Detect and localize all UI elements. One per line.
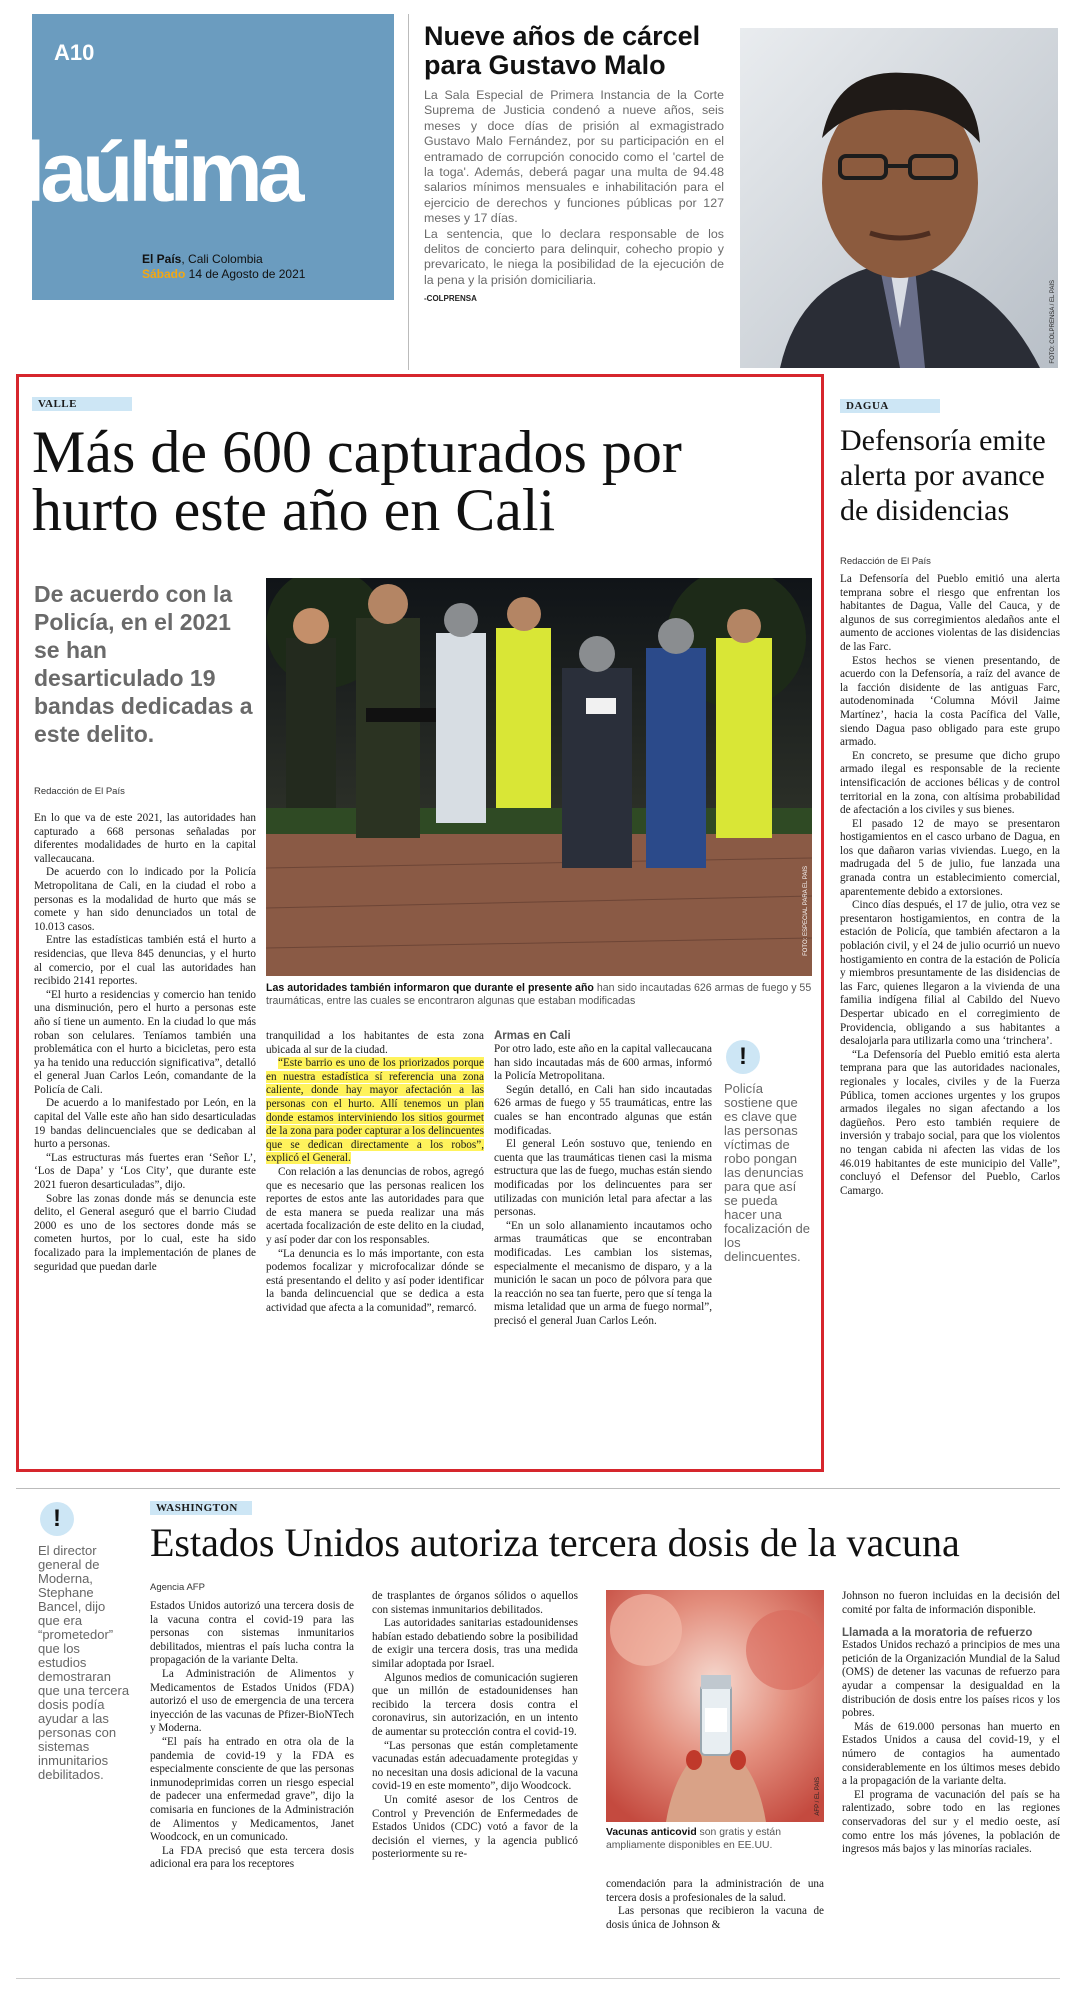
bottom-story-column-3 bbox=[606, 1878, 824, 1932]
bottom-story-callout: El director general de Moderna, Stephane Bancel, dijo que era “prometedor” que los estudios demostraran que una tercera dosis podía ayudar a las personas con sistemas inmunitarios debilitados. bbox=[38, 1543, 130, 1782]
body-paragraph: tranquilidad a los habitantes de esta zona ubicada al sur de la ciudad. bbox=[266, 1030, 484, 1056]
paper-name: El País bbox=[142, 252, 182, 266]
highlighted-quote bbox=[266, 1057, 484, 1166]
body-paragraph: De acuerdo con lo indicado por la Policía Metropolitana de Cali, en la ciudad el robo a personas es la modalidad de hurto que más se comete y han sido denunciados un total de 10.013 casos. bbox=[34, 866, 256, 933]
top-story-text bbox=[424, 88, 724, 288]
body-paragraph: La Administración de Alimentos y Medicamentos de Estados Unidos (FDA) autorizó el uso de emergencia de una tercera inyección de las vacunas de Pfizer-BioNTech y Moderna. bbox=[150, 1667, 354, 1735]
bottom-divider bbox=[16, 1488, 1060, 1489]
top-story bbox=[424, 22, 724, 303]
main-story-photo bbox=[266, 578, 812, 976]
bottom-story-caption bbox=[606, 1826, 824, 1852]
caption-bold: Vacunas anticovid bbox=[606, 1827, 697, 1838]
side-story-tag: DAGUA bbox=[840, 399, 940, 413]
body-paragraph: Con relación a las denuncias de robos, agregó que es necesario que las personas realicen los reportes de estos ante las autoridades para que de esta manera se pueda realizar una más acertada focalización de este delito en la ciudad, y así poder dar con los responsables. bbox=[266, 1165, 484, 1246]
body-paragraph: Cinco días después, el 17 de julio, otra vez se presentaron hostigamientos, en contra de la estación de Policía, que también afectaron a la población civil, y el 24 de julio ocurrió un nuevo hostigamiento en contra de la estación de Policía y miembros presuntamente de las disidencias de las Farc, quienes llegaron a la vivienda de una familia indígena filial al Cabildo del Nuevo Despertar ubicado en el corregimiento de Providencia, obligando a sus habitantes a desalojarla para utilizarla como una ‘trinchera’. bbox=[840, 899, 1060, 1048]
bottom-story-byline: Agencia AFP bbox=[150, 1582, 205, 1593]
main-story-deck: De acuerdo con la Policía, en el 2021 se han desarticulado 19 bandas dedicadas a este delito. bbox=[34, 581, 253, 747]
column-subhead: Llamada a la moratoria de refuerzo bbox=[842, 1627, 1033, 1640]
bottom-story-tag: WASHINGTON bbox=[150, 1501, 252, 1515]
main-story-headline: Más de 600 capturados por hurto este año en Cali bbox=[32, 419, 682, 543]
body-paragraph: La FDA precisó que esta tercera dosis adicional era para los receptores bbox=[150, 1844, 354, 1871]
body-paragraph: “La denuncia es lo más importante, con esta podemos focalizar y microfocalizar dónde se está presentando el delito y así poder identificar la banda delincuencial que se dedica a esta actividad que afecta a la comunidad”, remarcó. bbox=[266, 1247, 484, 1314]
main-story-caption bbox=[266, 982, 812, 1008]
body-paragraph: El programa de vacunación del país se ha ralentizado, sobre todo en las regiones conservadoras del sur y el medio oeste, así como entre los más jóvenes, la población de ingresos más bajos y las minorías raciales. bbox=[842, 1788, 1060, 1856]
body-paragraph: “Las personas que están completamente vacunadas están adecuadamente protegidas y no necesitan una dosis adicional de la vacuna covid-19 en este momento”, dijo Woodcock. bbox=[372, 1739, 578, 1793]
body-paragraph: comendación para la administración de una tercera dosis a profesionales de la salud. bbox=[606, 1878, 824, 1904]
caption-bold: Las autoridades también informaron que durante el presente año bbox=[266, 982, 594, 994]
caption-text: son gratis y están ampliamente disponibles en EE.UU. bbox=[606, 1827, 781, 1851]
column-subhead: Armas en Cali bbox=[494, 1030, 571, 1042]
bottom-story-header bbox=[150, 1496, 1060, 1565]
portrait-image bbox=[740, 28, 1058, 368]
main-story-tag: VALLE bbox=[32, 397, 132, 411]
arrest-scene-image bbox=[266, 578, 812, 976]
bottom-story-column-4 bbox=[842, 1590, 1060, 1857]
weekday: Sábado bbox=[142, 267, 186, 281]
body-paragraph: Estados Unidos autorizó una tercera dosis de la vacuna contra el covid-19 para las personas con sistemas inmunitarios debilitados, mientras el país lucha contra la propagación de la variante Delta. bbox=[150, 1600, 354, 1667]
body-paragraph: La Defensoría del Pueblo emitió una alerta temprana sobre el riesgo que enfrentan los habitantes de Dagua, Valle del Cauca, y de algunos de sus corregimientos aledaños ante el aumento de acciones violentas de las disidencias de las Farc. bbox=[840, 573, 1060, 653]
bottom-story-photo-credit: AFP / EL PAÍS bbox=[815, 1777, 821, 1816]
body-paragraph: de trasplantes de órganos sólidos o aquellos con sistemas inmunitarios debilitados. bbox=[372, 1590, 578, 1616]
main-story-column-3 bbox=[494, 1030, 712, 1328]
body-paragraph: “En un solo allanamiento incautamos ocho armas traumáticas que se encontraban modificadas. Les cambian los sistemas, especialmente el mecanismo de disparo, y a la munición le sacan un poco de pólvora para que la reacción no sea tan fuerte, pero que sí tenga la misma letalidad que un arma de fuego normal”, precisó el general Juan Carlos León. bbox=[494, 1219, 712, 1327]
main-story-column-1 bbox=[34, 812, 256, 1274]
body-paragraph: Las autoridades sanitarias estadounidenses habían estado debatiendo sobre la posibilidad de exigir una tercera dosis, tras una medida similar adoptada por Israel. bbox=[372, 1617, 578, 1670]
top-story-divider bbox=[408, 14, 409, 370]
dateline bbox=[142, 252, 382, 282]
body-paragraph: “Las estructuras más fuertes eran ‘Señor L’, ‘Los de Dapa’ y ‘Los City’, que durante este 2021 fueron desarticuladas”, dijo. bbox=[34, 1151, 256, 1192]
vaccine-vial-image bbox=[606, 1590, 824, 1822]
top-story-title: Nueve años de cárcel para Gustavo Malo bbox=[424, 21, 701, 80]
top-story-source: -COLPRENSA bbox=[424, 294, 477, 304]
section-header-panel bbox=[22, 14, 394, 300]
body-paragraph: “El país ha entrado en otra ola de la pandemia de covid-19 y la FDA es especialmente consciente de que las personas inmunodeprimidas corren un riesgo especial de padecer una enfermedad grave”, dijo la comisaria en funciones de la Administración de Alimentos y Medicamentos, Janet Woodcock, en un comunicado. bbox=[150, 1735, 354, 1844]
body-paragraph: “La Defensoría del Pueblo emitió esta alerta temprana para que las autoridades nacionales, regionales y locales, civiles y de la Fuerza Pública, tomen acciones urgentes y los grupos armados ilegales no sigan afectando a los dagüeños. Pero esto también requiere de inversión y trabajo social, para que los violentos no tengan cabida ni afecten las vidas de los 46.019 habitantes de este municipio del Valle”, concluyó el Defensor del Pueblo, Carlos Camargo. bbox=[840, 1048, 1060, 1197]
bottom-story-photo bbox=[606, 1590, 824, 1822]
body-paragraph: Un comité asesor de los Centros de Control y Prevención de Enfermedades de Estados Unidos (CDC) votó a favor de la decisión el viernes, y la agencia publicó posteriormente su re- bbox=[372, 1793, 578, 1861]
date: 14 de Agosto de 2021 bbox=[185, 267, 306, 281]
exclamation-icon: ! bbox=[40, 1502, 74, 1536]
exclamation-icon: ! bbox=[726, 1040, 760, 1074]
main-story-byline: Redacción de El País bbox=[34, 786, 125, 797]
body-paragraph: De acuerdo a lo manifestado por León, en la capital del Valle este año han sido desarticuladas 19 bandas delincuenciales que se dedicaban al hurto a personas. bbox=[34, 1097, 256, 1151]
bottom-story-column-1 bbox=[150, 1600, 354, 1872]
body-paragraph: Sobre las zonas donde más se denuncia este delito, el General aseguró que el barrio Ciudad 2000 es uno de los sectores donde más se cometen hurtos, por lo cual, este ha sido focalizado para la implementación de planes de seguridad que puedan darle bbox=[34, 1192, 256, 1273]
top-story-photo-credit: FOTO: COLPRENSA / EL PAÍS bbox=[1050, 280, 1056, 364]
body-paragraph: “El hurto a residencias y comercio han tenido una disminución, pero el hurto a personas este año sí tiene un aumento. En la ciudad lo que más roban son celulares. Teníamos también una problemática con el hurto a bicicletas, pero esta ya ha tenido una reducción significativa”, detalló el general Juan Carlos León, comandante de la Policía de Cali. bbox=[34, 988, 256, 1096]
body-paragraph: Las personas que recibieron la vacuna de dosis única de Johnson & bbox=[606, 1905, 824, 1931]
city: , Cali Colombia bbox=[181, 252, 263, 266]
body-paragraph: En concreto, se presume que dicho grupo armado ilegal es responsable de la reciente intensificación de acciones bélicas y de control territorial en la zona, con altísima probabilidad de afectación a los civiles y sus bienes. bbox=[840, 749, 1060, 817]
quote-highlight: “Este barrio es uno de los priorizados porque en nuestra estadística sí referencia una zona caliente, donde hay mayor afectación a las personas con el hurto. Allí tenemos un plan donde estamos interviniendo los sitios gourmet de la zona para poder capturar a los delincuentes que se dedican directamente a los robos”, explicó el General. bbox=[266, 1057, 484, 1165]
body-paragraph: Por otro lado, este año en la capital vallecaucana han sido incautadas más de 600 armas, informó la Policía Metropolitana. bbox=[494, 1043, 712, 1083]
body-paragraph: Según detalló, en Cali han sido incautadas 626 armas de fuego y 55 traumáticas, entre las cuales se han encontrado algunas que están modificadas. bbox=[494, 1083, 712, 1137]
main-story-callout: Policía sostiene que es clave que las personas víctimas de robo pongan las denuncias para que así se pueda hacer una focalización de los delincuentes. bbox=[724, 1081, 810, 1264]
main-story bbox=[32, 392, 812, 543]
bottom-story-column-2 bbox=[372, 1590, 578, 1862]
main-story-photo-credit: FOTO: ESPECIAL PARA EL PAÍS bbox=[803, 866, 809, 956]
body-paragraph: El pasado 12 de mayo se presentaron hostigamientos en el casco urbano de Dagua, en los que dañaron varias viviendas. Luego, en la madrugada del 5 de julio, fue lanzada una granada contra un establecimiento comercial, aparentemente debido a extorsiones. bbox=[840, 817, 1060, 898]
body-paragraph: Estos hechos se vienen presentando, de acuerdo con la Defensoría, a raíz del avance de la facción disidente de las antiguas Farc, autodenominada ‘Columna Móvil Jaime Martínez’, hacia la costa Pacífica del Valle, siendo Dagua paso obligado para este grupo armado. bbox=[840, 654, 1060, 749]
side-story bbox=[840, 394, 1060, 1198]
side-story-headline: Defensoría emite alerta por avance de disidencias bbox=[840, 424, 1046, 527]
caption-text: han sido incautadas 626 armas de fuego y 55 traumáticas, entre las cuales se encontraron algunas que estaban modificadas bbox=[266, 982, 812, 1007]
section-logo: laúltima bbox=[22, 125, 300, 219]
body-paragraph: Estados Unidos rechazó a principios de mes una petición de la Organización Mundial de la Salud (OMS) de detener las vacunas de refuerzo para ayudar a compensar la desigualdad en la distribución de dosis entre los países ricos y los pobres. bbox=[842, 1639, 1060, 1720]
top-story-photo bbox=[740, 28, 1058, 368]
page-bottom-rule bbox=[16, 1978, 1060, 1979]
top-story-paragraph: La sentencia, que lo declara responsable de los delitos de concierto para delinquir, cohecho propio y prevaricato, le niega la posibilidad de la ejecución de la pena y la prisión domiciliaria. bbox=[424, 226, 724, 287]
top-story-paragraph: La Sala Especial de Primera Instancia de la Corte Suprema de Justicia condenó a nueve años, seis meses y doce días de prisión al exmagistrado Gustavo Malo Fernández, por su participación en el entramado de corrupción conocido como el 'cartel de la toga'. Además, deberá pagar una multa de 94.48 salarios mínimos mensuales e inhabilitación para el ejercicio de derechos y funciones públicas por 127 meses y 17 días. bbox=[424, 88, 724, 226]
page-number: A10 bbox=[54, 40, 95, 65]
body-paragraph: Más de 619.000 personas han muerto en Estados Unidos a causa del covid-19, y el número de contagios ha aumentado considerablemente en los últimos meses debido a la propagación de la variante delta. bbox=[842, 1720, 1060, 1788]
body-paragraph: En lo que va de este 2021, las autoridades han capturado a 668 personas señaladas por diferentes modalidades de hurto en la capital vallecaucana. bbox=[34, 812, 256, 865]
main-story-column-2 bbox=[266, 1030, 484, 1315]
body-paragraph: Algunos medios de comunicación sugieren que un millón de estadounidenses han recibido la tercera dosis contra el coronavirus, sin autorización, en un intento de aumentar su protección contra el covid-19. bbox=[372, 1671, 578, 1738]
side-story-byline: Redacción de El País bbox=[840, 556, 931, 567]
body-paragraph: El general León sostuvo que, teniendo en cuenta que las traumáticas tienen casi la misma estructura que las de fuego, muchas están siendo modificadas por los delincuentes para ser utilizadas con munición letal para afectar a las personas. bbox=[494, 1138, 712, 1219]
bottom-story-headline: Estados Unidos autoriza tercera dosis de la vacuna bbox=[150, 1520, 960, 1565]
body-paragraph: Johnson no fueron incluidas en la decisión del comité por falta de información disponible. bbox=[842, 1590, 1060, 1616]
body-paragraph: Entre las estadísticas también está el hurto a residencias, que lleva 845 denuncias, y el hurto al comercio, por el cual las autoridades han recibido 2141 reportes. bbox=[34, 934, 256, 988]
